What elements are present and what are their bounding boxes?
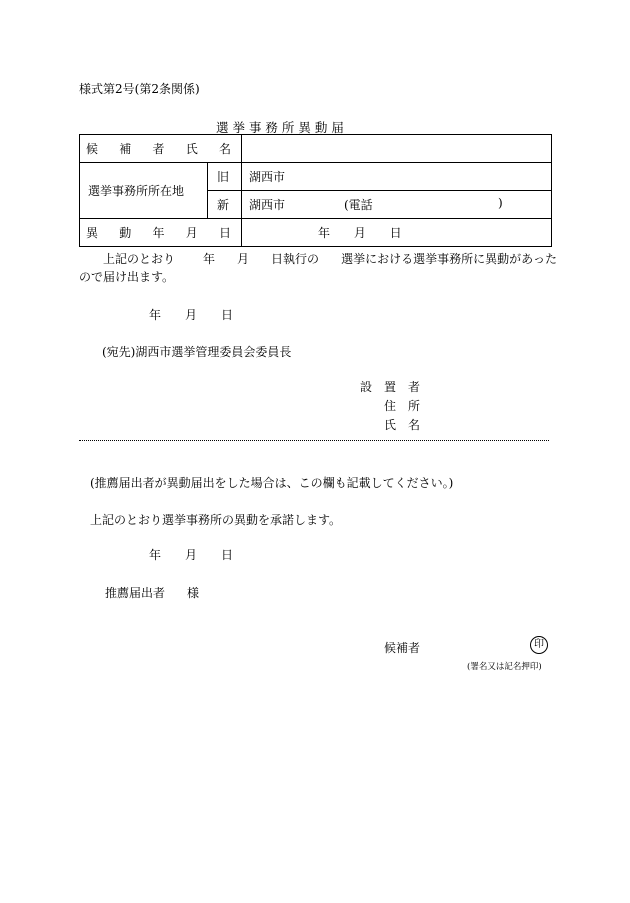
consent-statement: 上記のとおり選挙事務所の異動を承諾します。 [90, 513, 342, 527]
change-date-label: 異 動 年 月 日 [80, 219, 242, 247]
signature-note: (署名又は記名押印) [467, 662, 542, 672]
document-title: 選 挙 事 務 所 異 動 届 [216, 120, 344, 135]
setter-label: 設 置 者 [360, 380, 420, 394]
office-location-label: 選挙事務所所在地 [80, 163, 208, 219]
phone-label: (電話 [344, 198, 373, 212]
candidate-name-label: 候 補 者 氏 名 [80, 135, 242, 163]
addressee: (宛先)湖西市選挙管理委員会委員長 [102, 345, 292, 359]
body-text-line1: 上記のとおり 年 月 日執行の 選挙における選挙事務所に異動があった [103, 252, 557, 266]
row-change-date [80, 219, 552, 247]
old-label: 旧 [208, 163, 242, 191]
setter-name-label: 氏 名 [384, 418, 421, 432]
setter-address-label: 住 所 [384, 399, 421, 413]
new-label: 新 [208, 191, 242, 219]
candidate-name-field[interactable] [242, 135, 552, 163]
change-notification-table [79, 134, 552, 247]
submission-date: 年 月 日 [149, 308, 234, 322]
dotted-divider [79, 440, 549, 441]
new-address-field[interactable]: 湖西市 (電話 ) [242, 191, 552, 219]
recommender-line: 推薦届出者 様 [105, 586, 200, 600]
seal-icon: 印 [530, 636, 548, 654]
row-office-old [80, 163, 552, 191]
recommender-note: (推薦届出者が異動届出をした場合は、この欄も記載してください。) [90, 476, 454, 490]
change-date-field[interactable]: 年 月 日 [242, 219, 552, 247]
candidate-signature-label: 候補者 [384, 641, 421, 655]
body-text-line2: ので届け出ます。 [79, 270, 175, 284]
setter-block [360, 378, 420, 435]
consent-date: 年 月 日 [149, 548, 234, 562]
old-address-field[interactable]: 湖西市 [242, 163, 552, 191]
row-candidate-name [80, 135, 552, 163]
form-number: 様式第2号(第2条関係) [79, 82, 200, 96]
